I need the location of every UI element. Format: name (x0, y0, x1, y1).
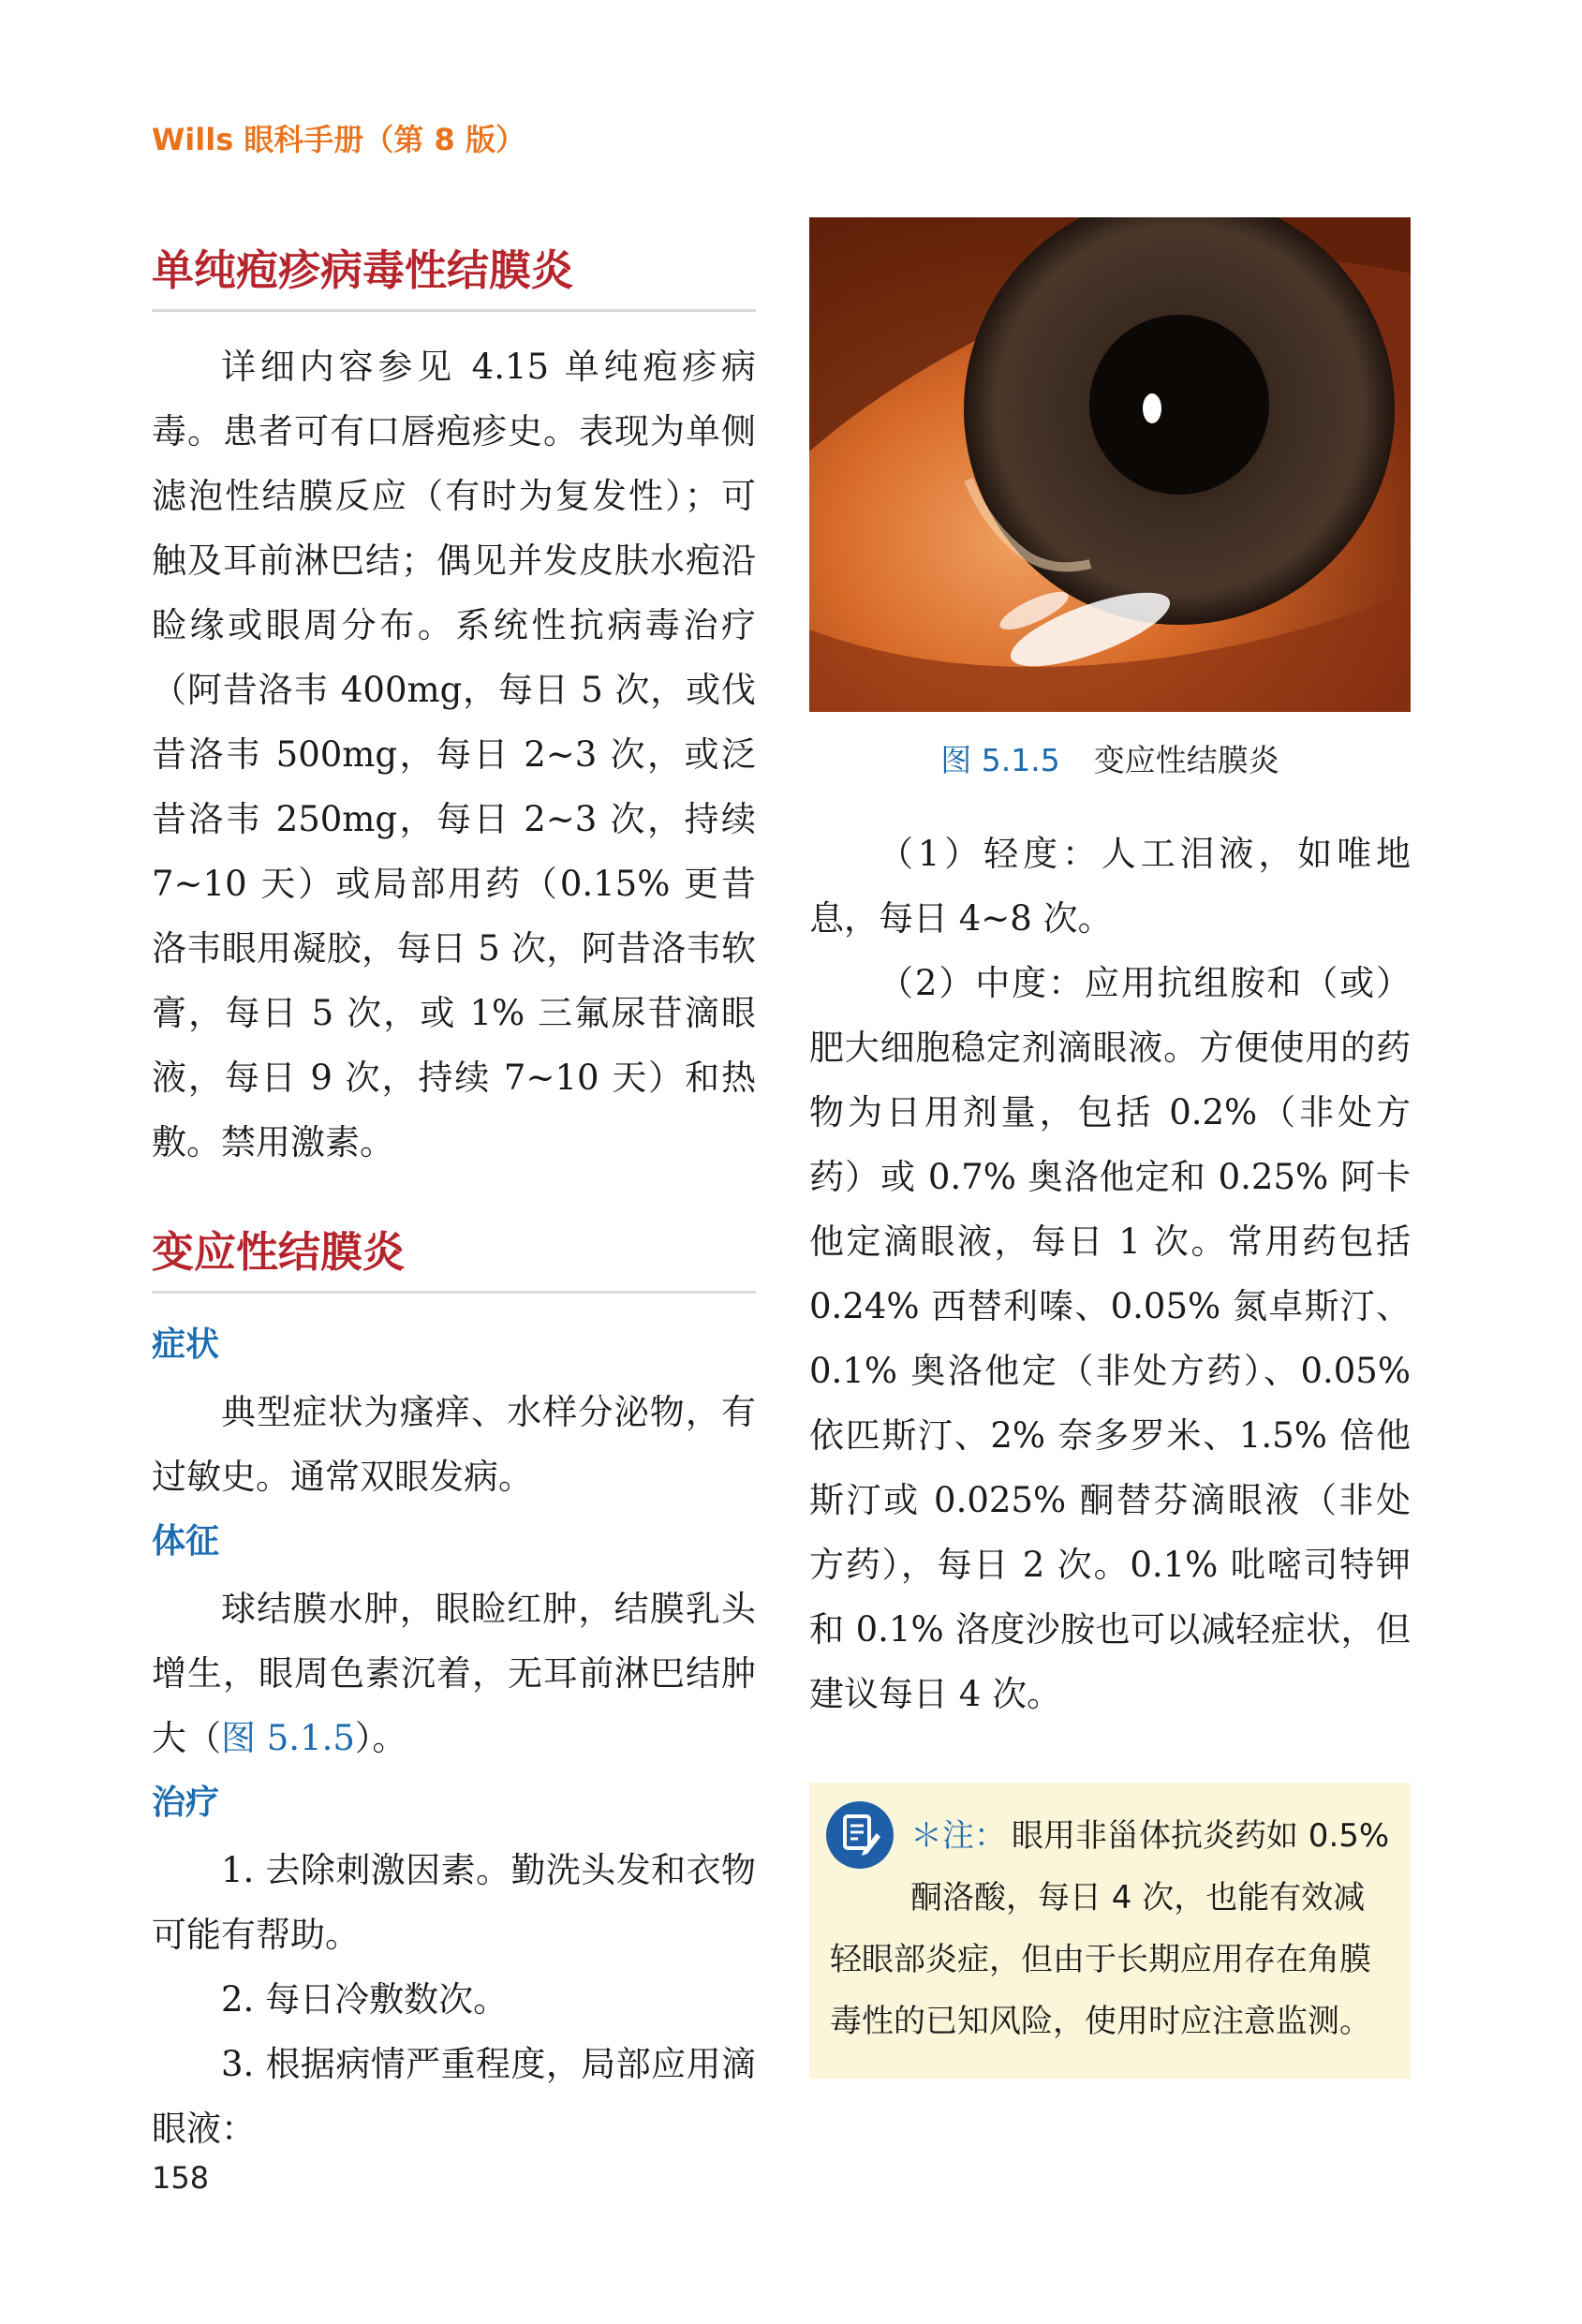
figure-caption (809, 736, 1411, 780)
section-title-allergic-conjunctivitis: 变应性结膜炎 (152, 1227, 756, 1294)
signs-text-before: 球结膜水肿，眼睑红肿，结膜乳头增生，眼周色素沉着，无耳前淋巴结肿大（ (152, 1589, 756, 1758)
note-text (830, 1805, 1390, 2052)
running-head: Wills 眼科手册（第 8 版） (152, 122, 525, 157)
treatment-heading: 治疗 (152, 1784, 220, 1822)
hsv-paragraph: 详细内容参见 4.15 单纯疱疹病毒。患者可有口唇疱疹史。表现为单侧滤泡性结膜反应（有时为复发性）；可触及耳前淋巴结；偶见并发皮肤水疱沿睑缘或眼周分布。系统性抗病毒治疗（阿昔洛韦 400mg，每日 5 次，或伐昔洛韦 500mg，每日 2~3 次，或泛昔洛韦 250mg，每日 2~3 次，持续 7~10 天）或局部用药（0.15% 更昔洛韦眼用凝胶，每日 5 次，阿昔洛韦软膏，每日 5 次，或 1% 三氟尿苷滴眼液，每日 9 次，持续 7~10 天）和热敷。禁用激素。 (152, 347, 756, 1162)
treatment-item: 2. 每日冷敷数次。 (221, 1979, 509, 2020)
treatment-item: 1. 去除刺激因素。勤洗头发和衣物可能有帮助。 (152, 1850, 756, 1955)
symptoms-heading: 症状 (152, 1325, 220, 1364)
figure-number: 图 5.1.5 (940, 742, 1060, 778)
right-column (809, 217, 1411, 2079)
left-column (152, 245, 756, 2161)
figure-caption-text: 变应性结膜炎 (1093, 742, 1279, 778)
signs-text-after: ）。 (354, 1718, 407, 1758)
signs-heading: 体征 (152, 1522, 220, 1561)
symptoms-text: 典型症状为瘙痒、水样分泌物，有过敏史。通常双眼发病。 (152, 1392, 756, 1497)
note-pencil-icon (826, 1801, 894, 1869)
signs-text (152, 1576, 756, 1770)
treatment-mild: （1）轻度：人工泪液，如唯地息，每日 4~8 次。 (809, 834, 1411, 939)
note-box (809, 1783, 1411, 2079)
note-tag: ＊注： (910, 1817, 1006, 1855)
eye-photo-illustration (809, 217, 1411, 712)
treatment-moderate: （2）中度：应用抗组胺和（或）肥大细胞稳定剂滴眼液。方便使用的药物为日用剂量，包括 0.2%（非处方药）或 0.7% 奥洛他定和 0.25% 阿卡他定滴眼液，每日 1 次。常用药包括 0.24% 西替利嗪、0.05% 氮卓斯汀、0.1% 奥洛他定（非处方药）、0.05% 依匹斯汀、2% 奈多罗米、1.5% 倍他斯汀或 0.025% 酮替芬滴眼液（非处方药），每日 2 次。0.1% 吡嘧司特钾和 0.1% 洛度沙胺也可以减轻症状，但建议每日 4 次。 (809, 963, 1411, 1714)
figure-cross-reference-link[interactable]: 图 5.1.5 (221, 1718, 355, 1758)
note-body: 眼用非甾体抗炎药如 0.5% 酮洛酸，每日 4 次，也能有效减轻眼部炎症，但由于长期应用存在角膜毒性的已知风险，使用时应注意监测。 (830, 1817, 1390, 2040)
section-title-hsv-conjunctivitis: 单纯疱疹病毒性结膜炎 (152, 245, 756, 312)
page-number: 158 (152, 2160, 210, 2196)
figure-allergic-conjunctivitis-photo (809, 217, 1411, 712)
treatment-item: 3. 根据病情严重程度，局部应用滴眼液： (152, 2044, 756, 2149)
